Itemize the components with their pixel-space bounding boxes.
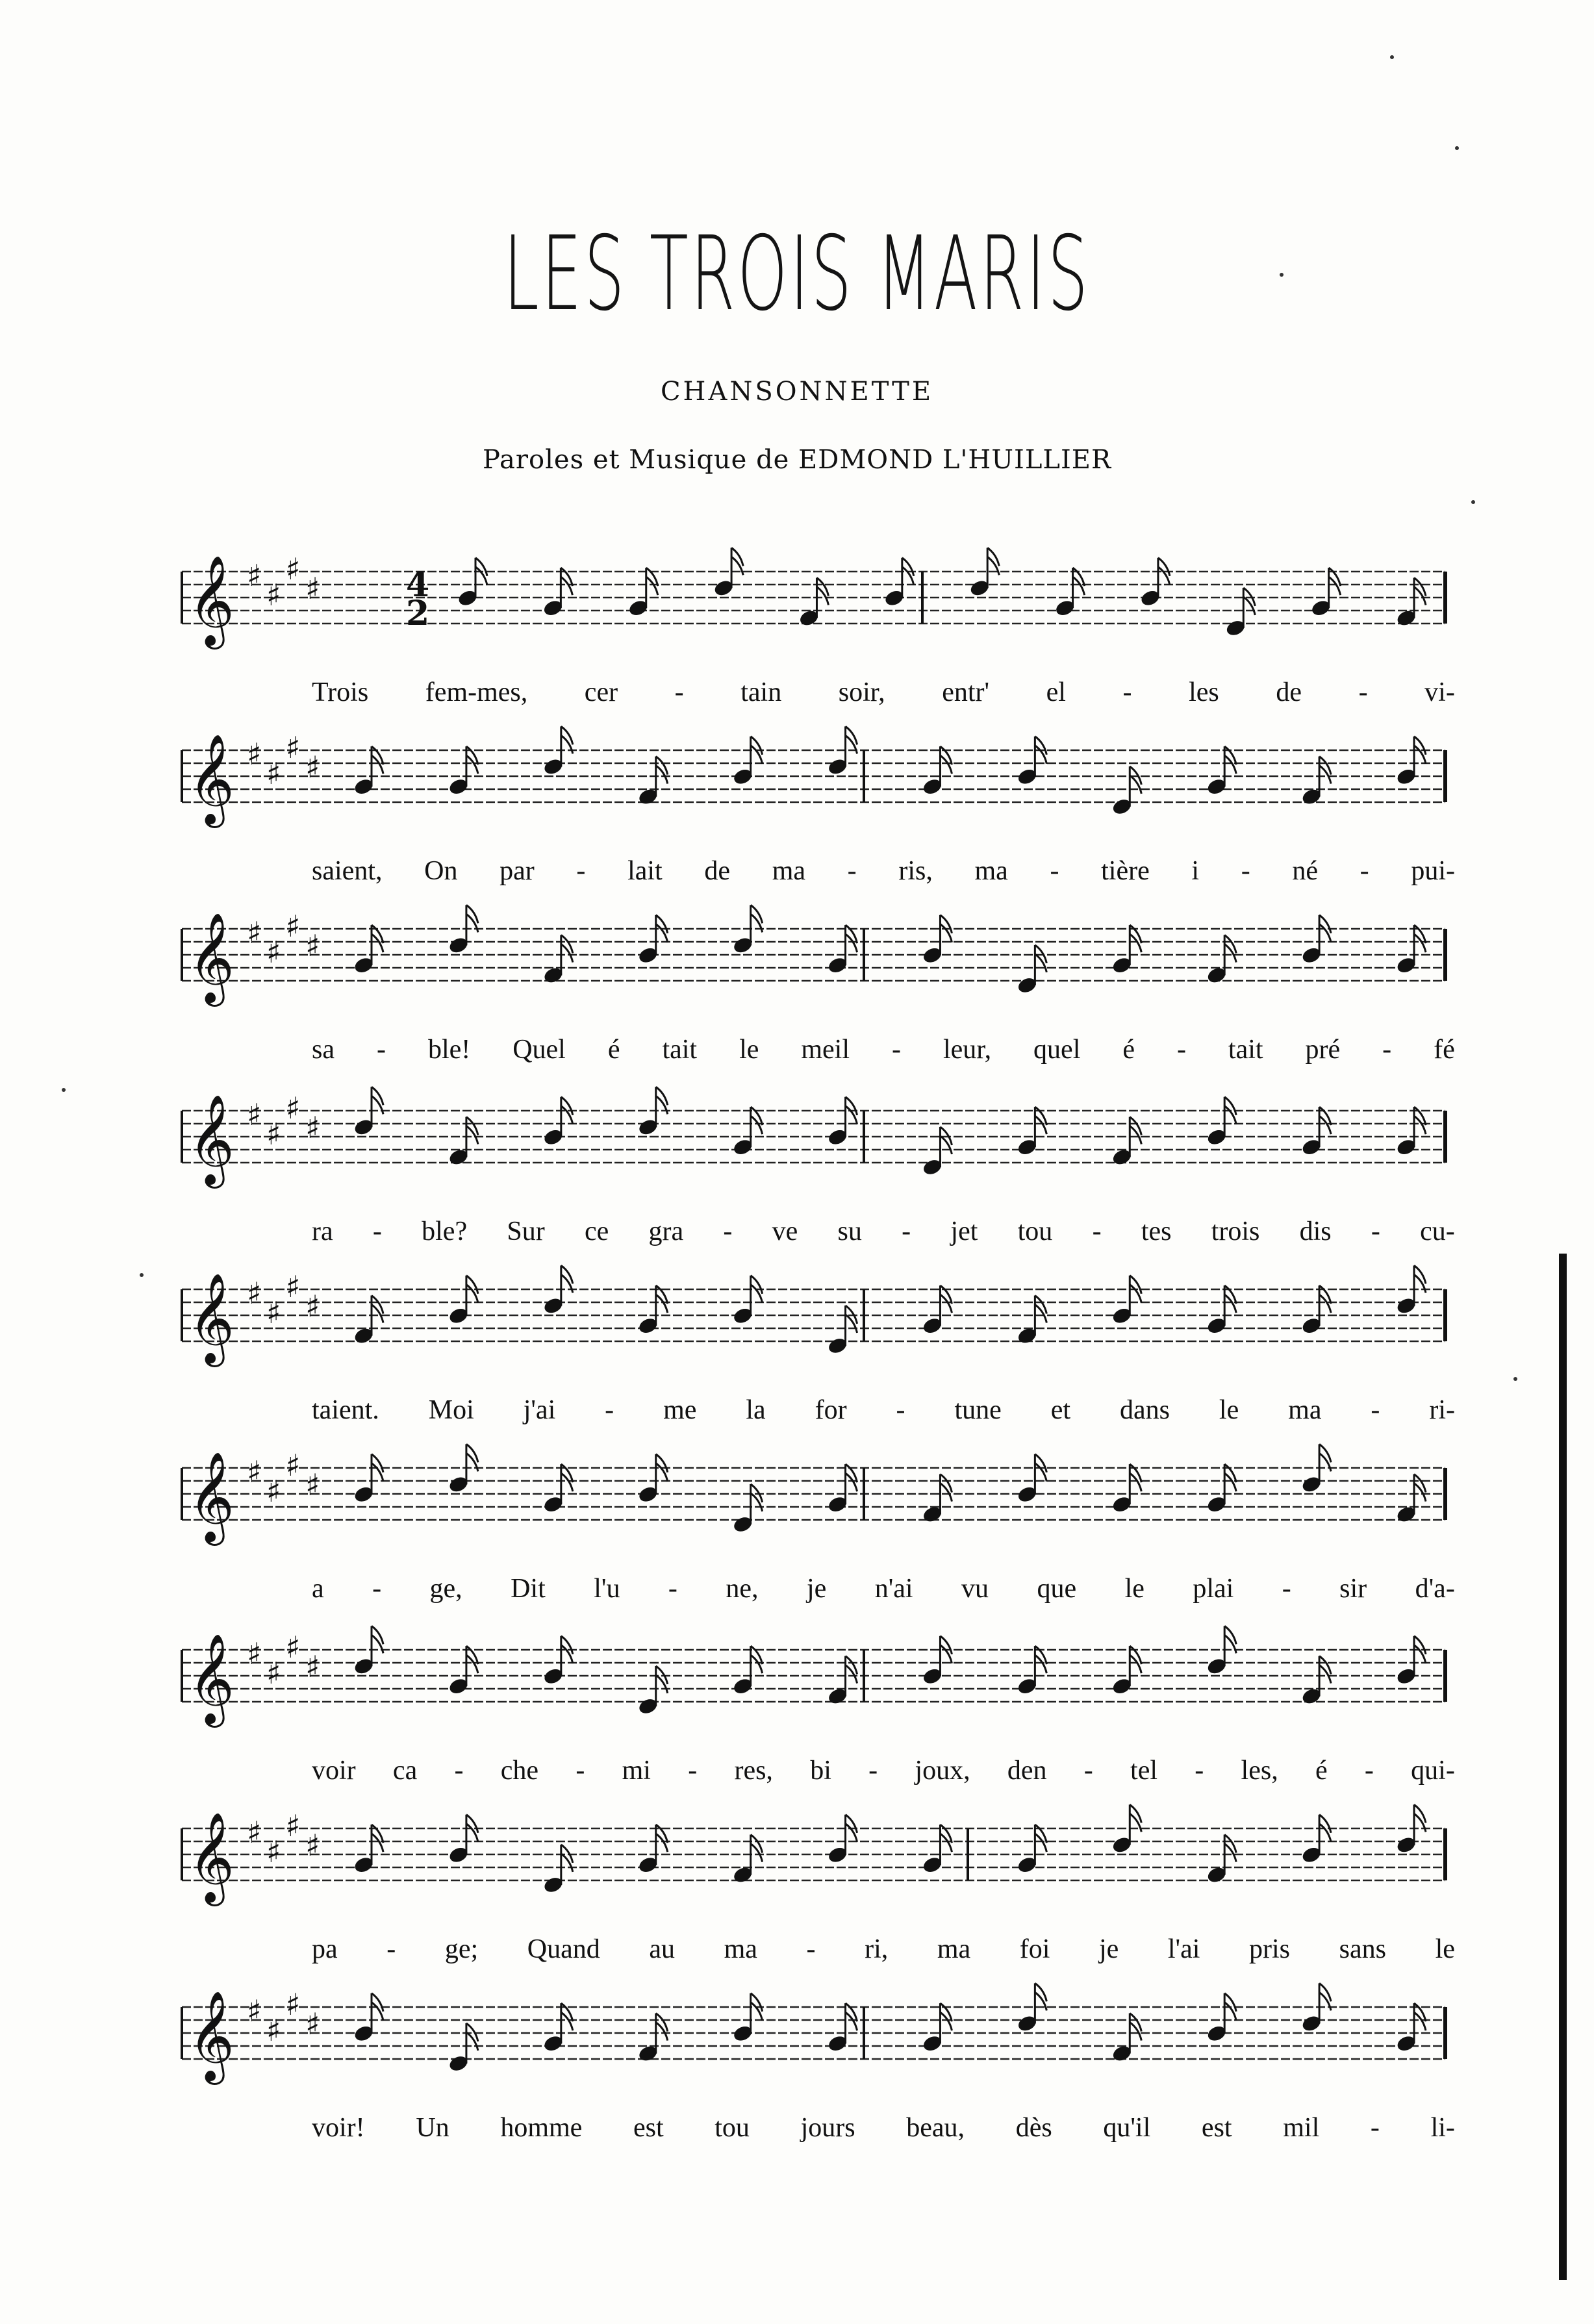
lyrics-line: [312, 855, 1455, 887]
note: [827, 726, 857, 776]
note: [542, 1097, 573, 1147]
treble-clef-icon: 𝄞: [188, 1991, 234, 2081]
lyric-syllable: taient.: [312, 1395, 379, 1425]
note: [1395, 1636, 1426, 1686]
lyric-syllable: -: [1050, 856, 1059, 886]
lyric-syllable: é: [607, 1035, 620, 1065]
lyric-syllable: par: [500, 856, 535, 886]
sharp-icon: ♯: [266, 1656, 281, 1691]
note: [1206, 1835, 1236, 1885]
lyric-syllable: me: [663, 1395, 697, 1425]
lyric-syllable: su: [837, 1217, 862, 1246]
lyric-syllable: ca: [392, 1756, 418, 1786]
lyric-syllable: dès: [1015, 2113, 1052, 2143]
lyric-syllable: ri-: [1429, 1395, 1455, 1425]
lyric-syllable: -: [1360, 856, 1369, 886]
treble-clef-icon: 𝄞: [188, 734, 234, 824]
lyric-syllable: cu-: [1420, 1217, 1455, 1246]
lyrics-line: [312, 1395, 1455, 1426]
lyric-syllable: pris: [1249, 1934, 1291, 1964]
note: [448, 1444, 478, 1494]
lyric-syllable: a: [312, 1574, 324, 1604]
lyric-syllable: d'a-: [1415, 1574, 1455, 1604]
sharp-icon: ♯: [305, 928, 320, 963]
note: [1395, 1107, 1426, 1157]
music-system: [0, 711, 1594, 893]
note: [448, 2023, 478, 2073]
note: [1111, 766, 1141, 816]
lyric-syllable: -: [1371, 1217, 1380, 1246]
lyric-syllable: ce: [584, 1217, 609, 1246]
note: [1395, 1265, 1426, 1315]
lyric-syllable: et: [1050, 1395, 1071, 1425]
note: [353, 1454, 383, 1504]
lyric-syllable: Quand: [527, 1934, 600, 1964]
note: [542, 1845, 573, 1895]
lyric-syllable: -: [576, 1756, 585, 1786]
lyric-syllable: quel: [1033, 1035, 1081, 1065]
lyric-syllable: j'ai: [523, 1395, 556, 1425]
music-system: [0, 890, 1594, 1072]
treble-clef-icon: 𝄞: [188, 1812, 234, 1902]
treble-clef-icon: 𝄞: [188, 1094, 234, 1185]
lyric-syllable: li-: [1430, 2113, 1455, 2143]
note: [637, 1087, 668, 1137]
staff: [0, 1072, 1594, 1208]
lyric-syllable: -: [1382, 1035, 1392, 1065]
lyric-syllable: jours: [800, 2113, 855, 2143]
lyric-syllable: ma: [1288, 1395, 1322, 1425]
lyric-syllable: je: [806, 1574, 827, 1604]
lyric-syllable: mil: [1283, 2113, 1320, 2143]
staff: [0, 1250, 1594, 1387]
sharp-icon: ♯: [247, 1454, 262, 1489]
note: [1300, 1107, 1331, 1157]
staff: [0, 1429, 1594, 1565]
note: [968, 548, 999, 598]
note: [448, 905, 478, 955]
note: [732, 1993, 763, 2043]
sharp-icon: ♯: [286, 1448, 301, 1483]
note: [1016, 945, 1046, 995]
note: [732, 1276, 763, 1326]
lyric-syllable: ma: [937, 1934, 971, 1964]
sharp-icon: ♯: [286, 551, 301, 587]
lyric-syllable: -: [1370, 2113, 1380, 2143]
lyric-syllable: tel: [1130, 1756, 1158, 1786]
lyric-syllable: ge,: [429, 1574, 462, 1604]
lyric-syllable: -: [688, 1756, 698, 1786]
print-speck: [1513, 1377, 1517, 1381]
lyric-syllable: tune: [954, 1395, 1002, 1425]
treble-clef-icon: 𝄞: [188, 1452, 234, 1542]
lyric-syllable: sans: [1339, 1934, 1386, 1964]
note: [1206, 746, 1236, 796]
sharp-icon: ♯: [266, 2013, 281, 2048]
lyric-syllable: Sur: [507, 1217, 545, 1246]
lyric-syllable: -: [806, 1934, 816, 1964]
lyric-syllable: -: [1282, 1574, 1291, 1604]
subtitle: CHANSONNETTE: [660, 377, 934, 407]
lyric-syllable: homme: [500, 2113, 583, 2143]
treble-clef-icon: 𝄞: [188, 1273, 234, 1363]
lyric-syllable: ris,: [898, 856, 933, 886]
lyric-syllable: le: [739, 1035, 759, 1065]
note: [922, 1636, 952, 1686]
lyric-syllable: ble!: [427, 1035, 471, 1065]
note: [353, 925, 383, 975]
sharp-icon: ♯: [305, 1649, 320, 1684]
note: [542, 1636, 573, 1686]
note: [1300, 1983, 1331, 2033]
sharp-icon: ♯: [247, 1993, 262, 2028]
sharp-icon: ♯: [286, 1987, 301, 2022]
lyric-syllable: -: [902, 1217, 911, 1246]
lyric-syllable: est: [1201, 2113, 1232, 2143]
lyric-syllable: -: [372, 1217, 382, 1246]
lyric-syllable: sir: [1339, 1574, 1367, 1604]
lyric-syllable: meil: [801, 1035, 850, 1065]
music-system: [0, 1429, 1594, 1611]
music-system: [0, 1072, 1594, 1254]
lyric-syllable: l'ai: [1167, 1934, 1200, 1964]
sharp-icon: ♯: [247, 1636, 262, 1671]
time-signature-bottom: 2: [406, 594, 430, 633]
lyric-syllable: ne,: [726, 1574, 759, 1604]
note: [1206, 1626, 1236, 1676]
sharp-icon: ♯: [266, 1117, 281, 1152]
sharp-icon: ♯: [286, 1269, 301, 1304]
sharp-icon: ♯: [247, 558, 262, 593]
lyric-syllable: ra: [312, 1217, 333, 1246]
note: [1224, 588, 1255, 638]
lyric-syllable: la: [746, 1395, 766, 1425]
time-signature-top: 4: [406, 565, 430, 605]
sharp-icon: ♯: [305, 2006, 320, 2041]
lyric-syllable: soir,: [838, 677, 885, 707]
treble-clef-icon: 𝄞: [188, 913, 234, 1003]
lyric-syllable: -: [1092, 1217, 1102, 1246]
note: [1300, 1285, 1331, 1335]
staff: [0, 1611, 1594, 1747]
note: [922, 915, 952, 965]
lyric-syllable: tou: [715, 2113, 750, 2143]
print-speck: [1455, 146, 1459, 150]
lyric-syllable: -: [605, 1395, 614, 1425]
staff: [0, 533, 1594, 669]
lyric-syllable: ve: [772, 1217, 798, 1246]
note: [448, 1815, 478, 1865]
lyric-syllable: -: [576, 856, 586, 886]
note: [637, 1666, 668, 1716]
sharp-icon: ♯: [305, 1110, 320, 1145]
lyric-syllable: tain: [740, 677, 782, 707]
lyric-syllable: est: [633, 2113, 664, 2143]
note: [1016, 1454, 1046, 1504]
lyric-syllable: Moi: [428, 1395, 474, 1425]
note: [1395, 2003, 1426, 2053]
credit-line: Paroles et Musique de EDMOND L'HUILLIER: [482, 445, 1112, 475]
lyric-syllable: saient,: [312, 856, 383, 886]
note: [1206, 1993, 1236, 2043]
note: [637, 915, 668, 965]
note: [448, 746, 478, 796]
note: [353, 1626, 383, 1676]
sharp-icon: ♯: [266, 1834, 281, 1869]
sharp-icon: ♯: [286, 730, 301, 765]
staff: [0, 890, 1594, 1026]
print-speck: [1390, 55, 1394, 59]
lyric-syllable: beau,: [906, 2113, 965, 2143]
lyric-syllable: ge;: [444, 1934, 479, 1964]
lyric-syllable: pui-: [1411, 856, 1455, 886]
note: [1016, 737, 1046, 787]
lyric-syllable: -: [1195, 1756, 1204, 1786]
sharp-icon: ♯: [247, 1276, 262, 1311]
lyric-syllable: Quel: [512, 1035, 566, 1065]
lyric-syllable: Trois: [312, 677, 369, 707]
note: [732, 737, 763, 787]
lyric-syllable: tes: [1141, 1217, 1172, 1246]
staff: [0, 1968, 1594, 2104]
lyric-syllable: les: [1189, 677, 1219, 707]
sharp-icon: ♯: [286, 1630, 301, 1665]
lyric-syllable: res,: [734, 1756, 773, 1786]
lyric-syllable: che: [500, 1756, 539, 1786]
lyrics-line: [312, 1934, 1455, 1965]
lyric-syllable: ma: [724, 1934, 757, 1964]
staff: [0, 1789, 1594, 1926]
lyric-syllable: joux,: [915, 1756, 970, 1786]
sharp-icon: ♯: [305, 1289, 320, 1324]
lyric-syllable: -: [674, 677, 684, 707]
note: [827, 1306, 857, 1356]
lyric-syllable: Dit: [511, 1574, 546, 1604]
lyric-syllable: -: [376, 1035, 386, 1065]
lyric-syllable: den: [1007, 1756, 1047, 1786]
page-title: LES TROIS MARIS: [503, 214, 1091, 334]
note: [542, 726, 573, 776]
lyric-syllable: jet: [950, 1217, 978, 1246]
treble-clef-icon: 𝄞: [188, 1634, 234, 1724]
lyrics-line: [312, 1755, 1455, 1786]
lyric-syllable: le: [1219, 1395, 1239, 1425]
sharp-icon: ♯: [266, 1295, 281, 1330]
sharp-icon: ♯: [247, 737, 262, 772]
note: [1395, 925, 1426, 975]
lyric-syllable: de: [704, 856, 731, 886]
lyric-syllable: qui-: [1411, 1756, 1455, 1786]
lyric-syllable: n'ai: [874, 1574, 913, 1604]
sharp-icon: ♯: [247, 1097, 262, 1132]
lyric-syllable: -: [454, 1756, 464, 1786]
note: [1054, 568, 1085, 618]
note: [1206, 1097, 1236, 1147]
lyric-syllable: pré: [1305, 1035, 1341, 1065]
staff: [0, 711, 1594, 848]
lyric-syllable: el: [1046, 677, 1066, 707]
print-speck: [1280, 273, 1284, 277]
lyric-syllable: -: [1176, 1035, 1186, 1065]
lyric-syllable: trois: [1211, 1217, 1260, 1246]
lyric-syllable: Un: [416, 2113, 449, 2143]
sharp-icon: ♯: [266, 756, 281, 791]
note: [353, 1993, 383, 2043]
lyric-syllable: lait: [627, 856, 663, 886]
lyrics-line: [312, 677, 1455, 708]
note: [448, 1276, 478, 1326]
note: [353, 746, 383, 796]
sharp-icon: ♯: [266, 935, 281, 970]
sharp-icon: ♯: [266, 577, 281, 613]
lyric-syllable: ble?: [422, 1217, 468, 1246]
sharp-icon: ♯: [286, 909, 301, 944]
lyric-syllable: tou: [1017, 1217, 1053, 1246]
lyric-syllable: -: [1122, 677, 1132, 707]
lyric-syllable: -: [386, 1934, 396, 1964]
note: [1111, 1804, 1141, 1854]
sharp-icon: ♯: [305, 571, 320, 606]
lyric-syllable: i: [1191, 856, 1200, 886]
lyric-syllable: foi: [1019, 1934, 1050, 1964]
music-system: [0, 1250, 1594, 1432]
lyric-syllable: le: [1435, 1934, 1455, 1964]
note: [1139, 558, 1170, 608]
lyric-syllable: dis: [1299, 1217, 1332, 1246]
note: [637, 1454, 668, 1504]
note: [732, 905, 763, 955]
lyric-syllable: cer: [584, 677, 618, 707]
lyric-syllable: voir!: [312, 2113, 365, 2143]
note: [732, 1484, 763, 1534]
note: [1395, 1804, 1426, 1854]
lyric-syllable: é: [1122, 1035, 1135, 1065]
lyric-syllable: ma: [974, 856, 1008, 886]
lyric-syllable: gra: [648, 1217, 684, 1246]
lyric-syllable: -: [891, 1035, 901, 1065]
note: [457, 558, 487, 608]
sharp-icon: ♯: [286, 1091, 301, 1126]
lyric-syllable: On: [424, 856, 458, 886]
lyric-syllable: -: [868, 1756, 878, 1786]
lyric-syllable: -: [1083, 1756, 1093, 1786]
sharp-icon: ♯: [247, 915, 262, 950]
lyric-syllable: -: [1241, 856, 1250, 886]
lyric-syllable: fé: [1434, 1035, 1455, 1065]
sharp-icon: ♯: [305, 1828, 320, 1863]
note: [827, 1097, 857, 1147]
lyric-syllable: é: [1315, 1756, 1328, 1786]
lyric-syllable: sa: [312, 1035, 335, 1065]
treble-clef-icon: 𝄞: [188, 555, 234, 646]
note: [922, 1127, 952, 1177]
note: [542, 1265, 573, 1315]
lyric-syllable: mi: [622, 1756, 651, 1786]
note: [827, 1815, 857, 1865]
lyric-syllable: leur,: [942, 1035, 992, 1065]
print-speck: [62, 1088, 66, 1092]
music-system: [0, 533, 1594, 714]
lyric-syllable: tait: [1228, 1035, 1263, 1065]
note: [1016, 1983, 1046, 2033]
lyric-syllable: ri,: [865, 1934, 889, 1964]
lyric-syllable: -: [668, 1574, 677, 1604]
lyric-syllable: de: [1276, 677, 1302, 707]
note: [353, 1087, 383, 1137]
lyric-syllable: vu: [961, 1574, 989, 1604]
lyric-syllable: -: [723, 1217, 733, 1246]
sharp-icon: ♯: [266, 1474, 281, 1509]
lyric-syllable: -: [1358, 677, 1368, 707]
lyric-syllable: for: [815, 1395, 847, 1425]
sharp-icon: ♯: [247, 1815, 262, 1850]
music-system: [0, 1968, 1594, 2150]
lyric-syllable: ma: [772, 856, 806, 886]
note: [1300, 1444, 1331, 1494]
sharp-icon: ♯: [305, 750, 320, 785]
note: [1300, 915, 1331, 965]
note: [1206, 935, 1236, 985]
lyric-syllable: l'u: [594, 1574, 620, 1604]
lyric-syllable: -: [847, 856, 857, 886]
lyric-syllable: je: [1098, 1934, 1119, 1964]
note: [1111, 1276, 1141, 1326]
note: [353, 1825, 383, 1875]
lyrics-line: [312, 1034, 1455, 1065]
print-speck: [1471, 500, 1475, 504]
lyric-syllable: dans: [1119, 1395, 1170, 1425]
lyric-syllable: né: [1292, 856, 1319, 886]
lyric-syllable: bi: [810, 1756, 831, 1786]
lyric-syllable: -: [896, 1395, 905, 1425]
print-speck: [140, 1273, 144, 1277]
lyric-syllable: plai: [1193, 1574, 1234, 1604]
note: [1206, 1464, 1236, 1514]
sharp-icon: ♯: [286, 1808, 301, 1843]
note: [1206, 1285, 1236, 1335]
lyric-syllable: tait: [662, 1035, 698, 1065]
lyric-syllable: les,: [1241, 1756, 1278, 1786]
lyric-syllable: -: [1371, 1395, 1380, 1425]
lyric-syllable: tière: [1101, 856, 1150, 886]
page-edge-mark: [1559, 1254, 1567, 2280]
note: [1395, 737, 1426, 787]
lyric-syllable: pa: [312, 1934, 338, 1964]
lyric-syllable: -: [372, 1574, 382, 1604]
lyric-syllable: fem-mes,: [425, 677, 528, 707]
lyric-syllable: que: [1037, 1574, 1077, 1604]
lyrics-line: [312, 1573, 1455, 1604]
lyrics-line: [312, 2112, 1455, 2143]
note: [1300, 1815, 1331, 1865]
lyric-syllable: -: [1364, 1756, 1374, 1786]
lyric-syllable: vi-: [1424, 677, 1455, 707]
lyric-syllable: voir: [312, 1756, 356, 1786]
sharp-icon: ♯: [305, 1467, 320, 1502]
note: [448, 1646, 478, 1696]
note: [713, 548, 743, 598]
lyric-syllable: entr': [942, 677, 990, 707]
music-system: [0, 1789, 1594, 1971]
note: [883, 558, 914, 608]
lyric-syllable: au: [649, 1934, 675, 1964]
lyric-syllable: qu'il: [1103, 2113, 1151, 2143]
music-system: [0, 1611, 1594, 1793]
lyric-syllable: le: [1124, 1574, 1145, 1604]
lyrics-line: [312, 1216, 1455, 1247]
